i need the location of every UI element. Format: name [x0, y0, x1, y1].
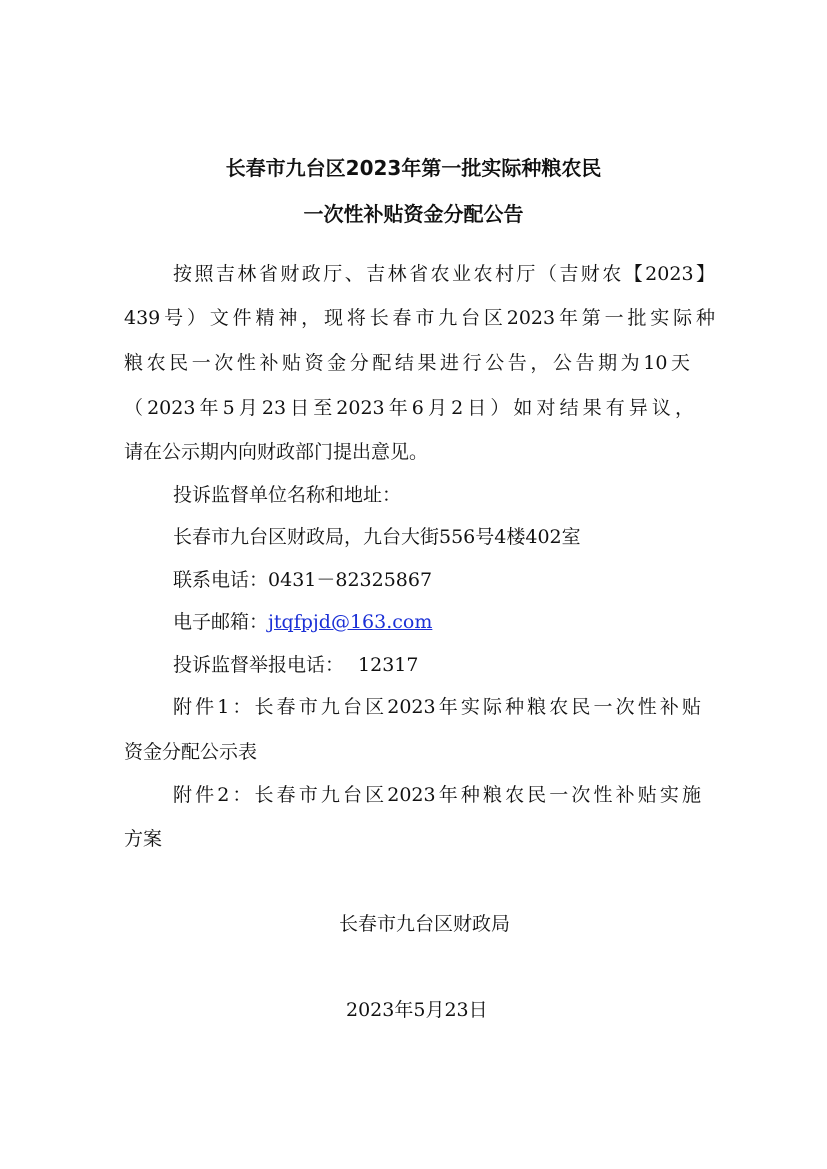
attachment-line: 附件2：长春市九台区2023年种粮农民一次性补贴实施 [173, 784, 701, 806]
phone-number: 0431－82325867 [268, 569, 433, 591]
paragraph-line: 粮农民一次性补贴资金分配结果进行公告，公告期为10天 [124, 352, 690, 374]
attachment-line: 资金分配公示表 [124, 741, 258, 763]
attachment-line: 方案 [124, 828, 163, 850]
signature-org: 长春市九台区财政局 [339, 913, 511, 935]
hotline-number: 12317 [358, 654, 419, 676]
paragraph-line: 按照吉林省财政厅、吉林省农业农村厅（吉财农【2023】 [173, 263, 715, 285]
paragraph-line: 439号）文件精神，现将长春市九台区2023年第一批实际种 [124, 307, 715, 329]
signature-date: 2023年5月23日 [346, 999, 488, 1021]
paragraph-line: （2023年5月23日至2023年6月2日）如对结果有异议， [124, 397, 694, 419]
title-line-1: 长春市九台区2023年第一批实际种粮农民 [225, 156, 602, 180]
phone-label: 联系电话： [173, 569, 269, 591]
hotline-label: 投诉监督举报电话： [173, 654, 345, 676]
complaint-label: 投诉监督单位名称和地址： [173, 484, 402, 506]
paragraph-line: 请在公示期内向财政部门提出意见。 [124, 441, 429, 463]
complaint-address: 长春市九台区财政局，九台大街556号4楼402室 [173, 526, 581, 548]
email-row [173, 610, 432, 634]
email-link[interactable]: jtqfpjd@163.com [268, 611, 433, 633]
hotline-row [173, 653, 418, 677]
email-label: 电子邮箱： [173, 611, 269, 633]
title-line-2: 一次性补贴资金分配公告 [303, 202, 524, 226]
phone-row [173, 568, 432, 592]
attachment-line: 附件1：长春市九台区2023年实际种粮农民一次性补贴 [173, 696, 701, 718]
